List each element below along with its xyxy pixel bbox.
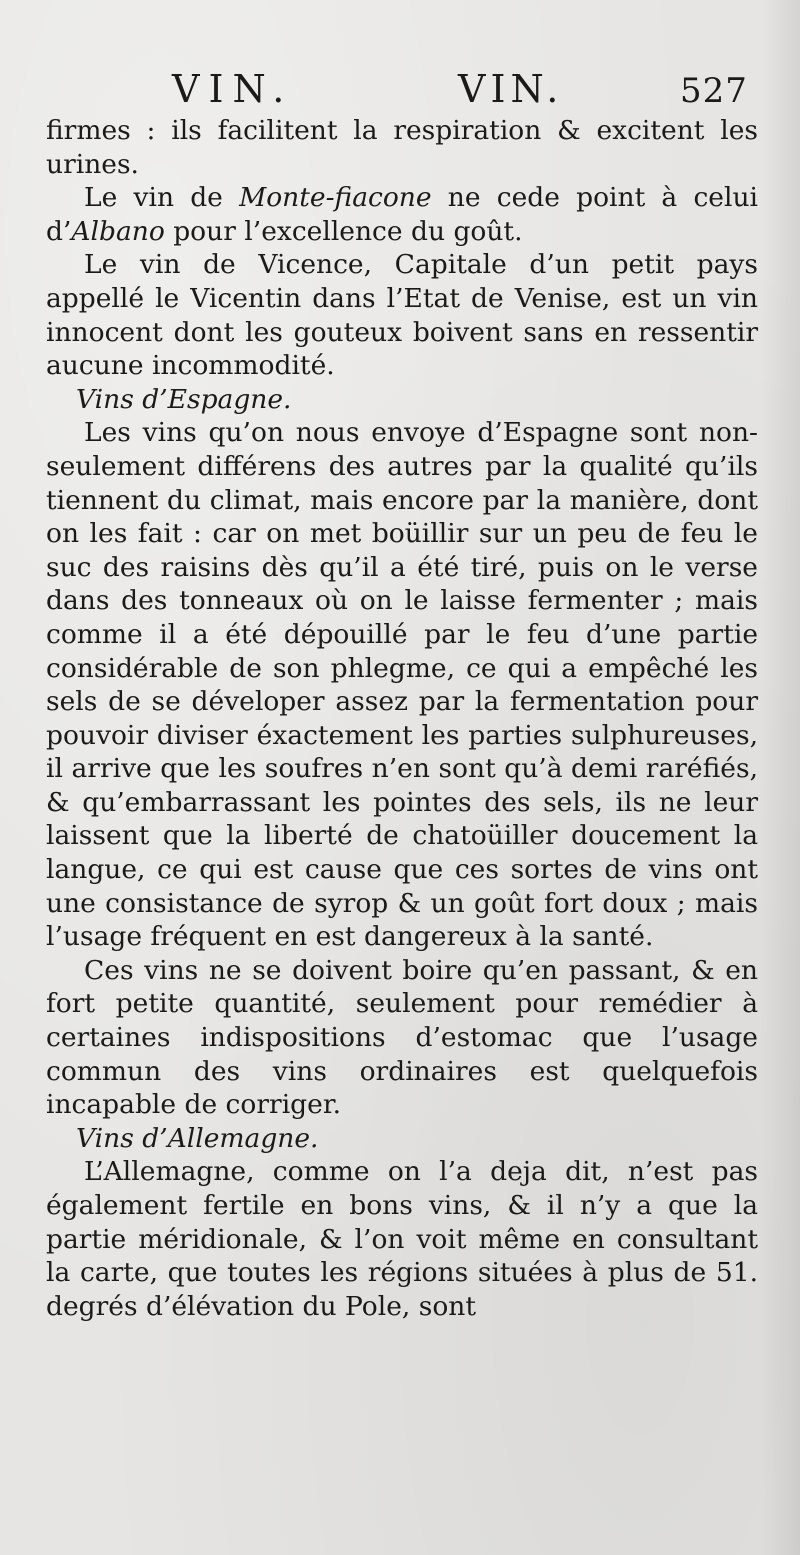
page-number: 527 — [680, 71, 748, 111]
section-heading-spain: Vins d’Espagne. — [76, 383, 292, 415]
running-head-left: VIN. — [172, 67, 294, 111]
paragraph: Ces vins ne se doivent boire qu’en passant, & en fort petite quantité, seulement pour remédier à certaines indispositions d’estomac que l’usage commun des vins ordinaires est quelquefois incapable de corriger. — [46, 954, 758, 1121]
text-run: Le vin de — [84, 182, 240, 214]
paragraph: L’Allemagne, comme on l’a deja dit, n’est pas également fertile en bons vins, & il n’y a que la partie méridionale, & l’on voit même en consultant la carte, que toutes les régions situées à plus de 51. degrés d’élévation du Pole, sont — [46, 1156, 758, 1322]
running-head-center: VIN. — [458, 67, 564, 111]
text-run: ne cede point à celui d’ — [46, 182, 758, 247]
place-name-italic: Monte-fiacone — [239, 182, 432, 214]
paragraph: firmes : ils facilitent la respiration & excitent les urines. — [46, 115, 758, 180]
page-header — [0, 66, 800, 112]
paragraph-monte-fiacone — [46, 181, 758, 248]
page-body — [46, 114, 758, 1323]
paragraph: Les vins qu’on nous envoye d’Espagne sont non-seulement différens des autres par la qualité qu’ils tiennent du climat, mais encore par la manière, dont on les fait : car on met boüillir sur un peu de feu le suc des raisins dès qu’il a été tiré, puis on le verse dans des tonneaux où on le laisse fermenter ; mais comme il a été dépouillé par le feu d’une partie considérable de son phlegme, ce qui a empêché les sels de se déveloper assez par la fermentation pour pouvoir diviser éxactement les parties sulphureuses, il arrive que les soufres n’en sont qu’à demi raréfiés, & qu’embarrassant les pointes des sels, ils ne leur laissent que la liberté de chatoüiller doucement la langue, ce qui est cause que ces sortes de vins ont une consistance de syrop & un goût fort doux ; mais l’usage fréquent en est dangereux à la santé. — [46, 417, 758, 953]
text-run: pour l’excellence du goût. — [164, 215, 523, 247]
paragraph: Le vin de Vicence, Capitale d’un petit pays appellé le Vicentin dans l’Etat de Venise, est un vin innocent dont les gouteux boivent sans en ressentir aucune incommodité. — [46, 249, 758, 382]
place-name-italic: Albano — [71, 215, 165, 247]
section-heading-germany: Vins d’Allemagne. — [76, 1122, 319, 1154]
